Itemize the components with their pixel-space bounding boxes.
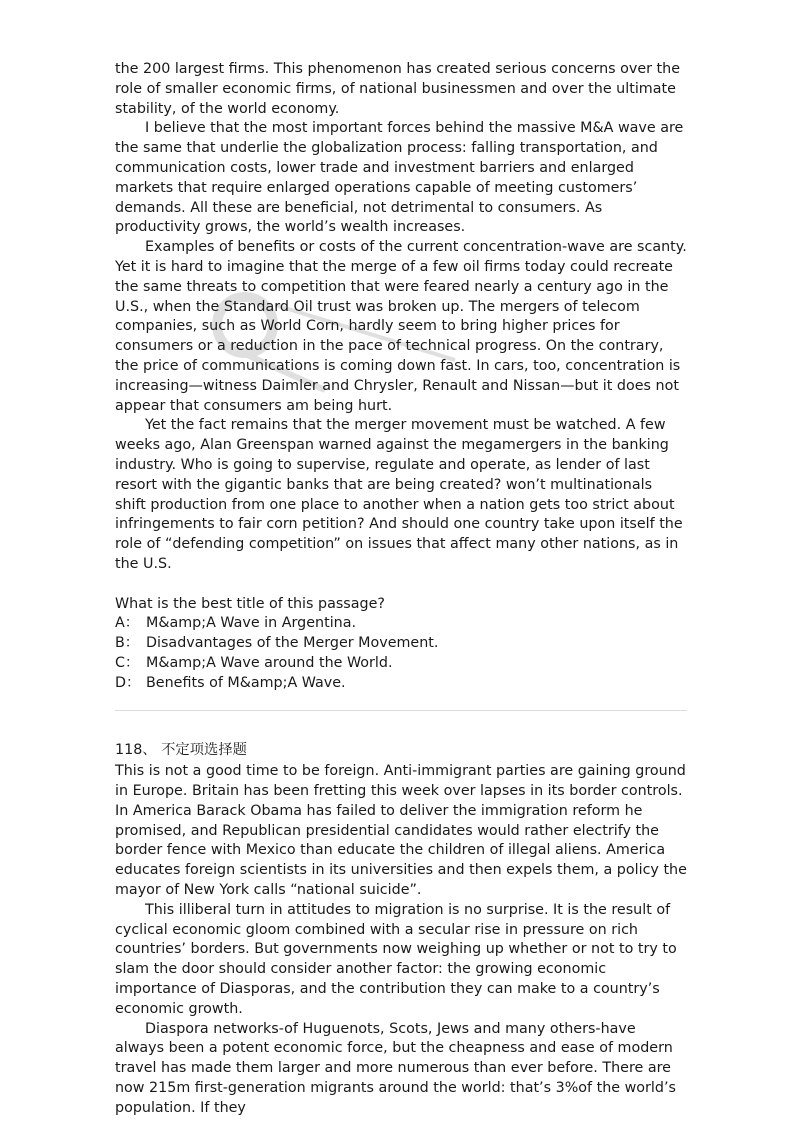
question-header: [115, 741, 687, 761]
option-key: A：: [115, 615, 140, 632]
option-text: Disadvantages of the Merger Movement.: [146, 635, 439, 652]
question-text: What is the best title of this passage?: [115, 595, 385, 612]
passage1-paragraph-4: Yet the fact remains that the merger movement must be watched. A few weeks ago, Alan Greenspan warned against the megamergers in the banking industry. Who is going to supervise, regulate and operate, as lender of last resort with the gigantic banks that are being created? won’t multinationals shift production from one place to another when a nation gets too strict about infringements to fair corn petition? And should one country take upon itself the role of “defending competition” on issues that affect many other nations, as in the U.S.: [115, 417, 683, 572]
option-text: M&amp;A Wave around the World.: [146, 654, 393, 671]
option-b[interactable]: [115, 634, 687, 654]
passage2-paragraph-3: Diaspora networks-of Huguenots, Scots, Jews and many others-have always been a potent economic force, but the cheapness and ease of modern travel has made them larger and more numerous than ever before. There are now 215m first-generation migrants around the world: that’s 3%of the world’s population. If they: [115, 1020, 676, 1116]
spacer: [115, 575, 687, 595]
question-type: 不定项选择题: [161, 741, 247, 758]
option-d[interactable]: [115, 674, 687, 694]
option-c[interactable]: [115, 654, 687, 674]
document-page: [115, 60, 687, 1119]
section-divider: [115, 710, 687, 711]
option-key: D：: [115, 674, 141, 691]
passage1-paragraph-2: I believe that the most important forces behind the massive M&A wave are the same that underlie the globalization process: falling transportation, and communication costs, lower trade and investment barriers and enlarged markets that require enlarged operations capable of meeting customers’ demands. All these are beneficial, not detrimental to consumers. As productivity grows, the world’s wealth increases.: [115, 120, 684, 236]
passage2-paragraph-1: This is not a good time to be foreign. Anti-immigrant parties are gaining ground in Europe. Britain has been fretting this week over lapses in its border controls. In America Barack Obama has failed to deliver the immigration reform he promised, and Republican presidential candidates would rather electrify the border fence with Mexico than educate the children of illegal aliens. America educates foreign scientists in its universities and then expels them, a policy the mayor of New York calls “national suicide”.: [115, 763, 687, 899]
passage1-paragraph-3: Examples of benefits or costs of the current concentration-wave are scanty. Yet it is hard to imagine that the merge of a few oil firms today could recreate the same threats to competition that were feared nearly a century ago in the U.S., when the Standard Oil trust was broken up. The mergers of telecom companies, such as World Corn, hardly seem to bring higher prices for consumers or a reduction in the pace of technical progress. On the contrary, the price of communications is coming down fast. In cars, too, concentration is increasing—witness Daimler and Chrysler, Renault and Nissan—but it does not appear that consumers am being hurt.: [115, 239, 687, 414]
option-a[interactable]: [115, 614, 687, 634]
option-key: C：: [115, 654, 140, 671]
passage2-paragraph-2: This illiberal turn in attitudes to migration is no surprise. It is the result of cyclical economic gloom combined with a secular rise in pressure on rich countries’ borders. But governments now weighing up whether or not to try to slam the door should consider another factor: the growing economic importance of Diasporas, and the contribution they can make to a country’s economic growth.: [115, 901, 677, 1017]
passage1-paragraph-1: the 200 largest firms. This phenomenon has created serious concerns over the role of smaller economic firms, of national businessmen and over the ultimate stability, of the world economy.: [115, 61, 681, 117]
question-number: 118、: [115, 741, 157, 758]
option-list: [115, 614, 687, 693]
option-key: B：: [115, 635, 140, 652]
option-text: M&amp;A Wave in Argentina.: [146, 615, 357, 632]
option-text: Benefits of M&amp;A Wave.: [146, 674, 346, 691]
